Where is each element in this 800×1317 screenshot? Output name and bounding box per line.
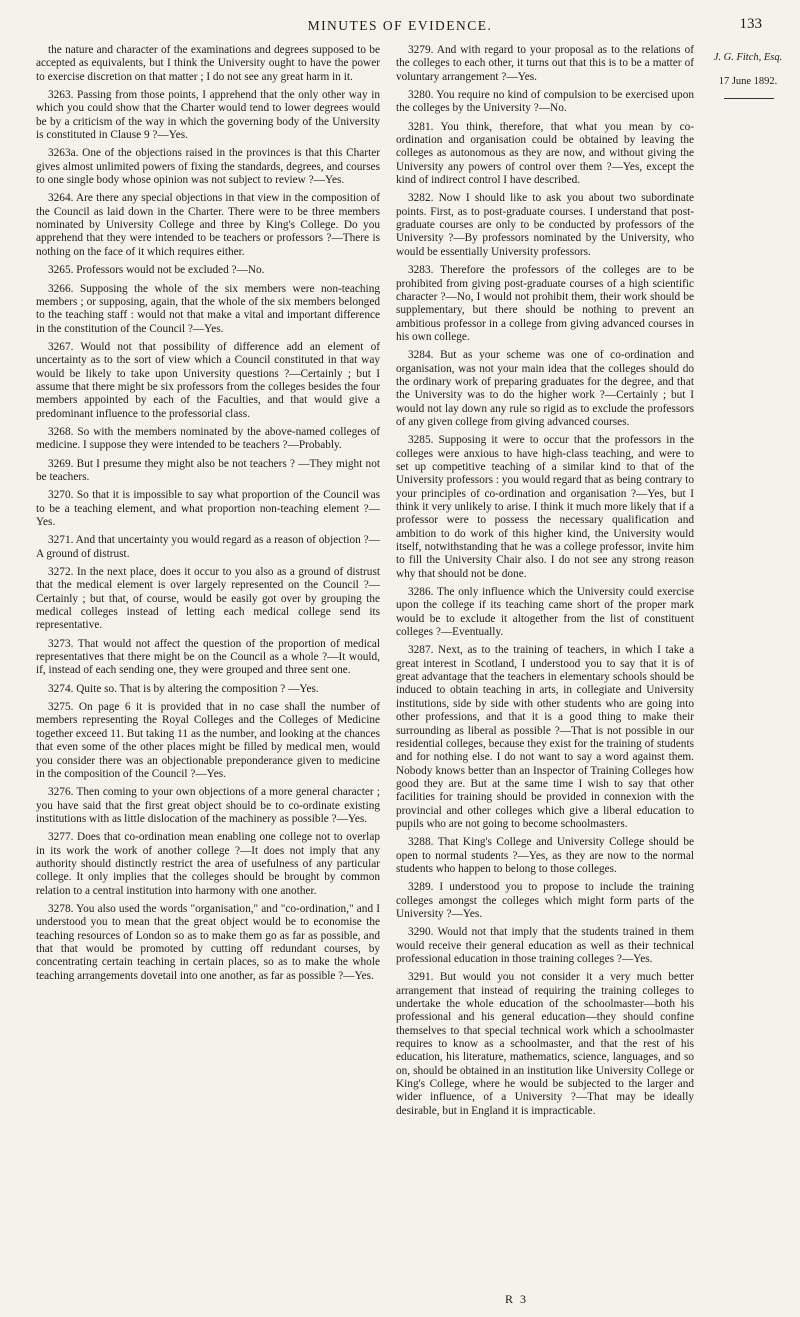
evidence-paragraph: 3287. Next, as to the training of teachers, in which I take a great interest in Scotland, I understood you to say that it is of great advantage that the teachers in elementary schools should be induced to obtain teaching in arts, in collegiate and University institutions, side by side with other students who are going into other professions, and that it is a good thing to make their surrounding as liberal as possible ?—That is not possible in our residential colleges, because they exist for the training of students and for nothing else. I do not want to say a word against them. Nobody knows better than an Inspector of Training Colleges how good they are. But at the same time I wish to say that other facilities for training should be provided in connexion with the provincial and other colleges which give a liberal education to pupils who are not going to become schoolmasters.: [396, 644, 694, 830]
signature-mark: R 3: [505, 1292, 529, 1306]
evidence-paragraph: 3263. Passing from those points, I apprehend that the only other way in which you could show that the Charter would tend to lower degrees would be by a criticism of the way in which the governing body of the University is constituted in Clause 9 ?—Yes.: [36, 89, 380, 142]
evidence-paragraph: 3291. But would you not consider it a very much better arrangement that instead of requiring the training colleges to undertake the whole education of the schoolmaster—both his professional and his general education—they should confine themselves to that special technical work which a schoolmaster requires to know as a schoolmaster, and that the rest of his education, his literature, mathematics, science, languages, and so on, should be obtained in an institution like University College or King's College, where he would be subjected to the larger and wider influence, of a University ?—That may be ideally desirable, but in England it is impracticable.: [396, 971, 694, 1117]
evidence-paragraph: 3274. Quite so. That is by altering the composition ? —Yes.: [48, 682, 319, 695]
evidence-paragraph: 3276. Then coming to your own objections of a more general character ; you have said that the first great object should be to co-ordinate existing institutions with as little dislocation of the machinery as possible ?—Yes.: [36, 786, 380, 825]
evidence-paragraph: 3279. And with regard to your proposal as to the relations of the colleges to each other, it turns out that this is to be a matter of voluntary arrangement ?—Yes.: [396, 44, 694, 83]
evidence-paragraph: 3289. I understood you to propose to include the training colleges amongst the colleges which might form parts of the University ?—Yes.: [396, 881, 694, 920]
evidence-paragraph: 3264. Are there any special objections in that view in the composition of the Council as laid down in the Charter. There were to be three members nominated by University College and three by King's College. Do you apprehend that they were intended to be teachers or professors ?—There is nothing on the face of it which requires either.: [36, 192, 380, 258]
evidence-paragraph: 3290. Would not that imply that the students trained in them would receive their general education as well as their technical professional education in those training colleges ?—Yes.: [396, 926, 694, 965]
evidence-paragraph: 3282. Now I should like to ask you about two subordinate points. First, as to post-graduate courses. I understand that post-graduate courses are only to be conducted by professors of the University ?—By professors nominated by the University, who would be essentially University professors.: [396, 192, 694, 258]
evidence-paragraph: 3272. In the next place, does it occur to you also as a ground of distrust that the medical element is over largely represented on the Council ?—Certainly ; but that, of course, would be easily got over by grouping the medical colleges instead of letting each medical college send its representative.: [36, 566, 380, 632]
evidence-paragraph: 3280. You require no kind of compulsion to be exercised upon the colleges by the University ?—No.: [396, 89, 694, 115]
evidence-paragraph: the nature and character of the examinations and degrees supposed to be accepted as equivalents, but I think the University ought to have the power to exercise discretion on that matter ; I do not see any great harm in it.: [36, 44, 380, 83]
evidence-paragraph: 3288. That King's College and University College should be open to normal students ?—Yes, as they are now to the normal students who happen to belong to those colleges.: [396, 836, 694, 875]
margin-witness-name: J. G. Fitch, Esq.: [713, 52, 783, 63]
evidence-paragraph: 3269. But I presume they might also be not teachers ? —They might not be teachers.: [36, 457, 380, 483]
right-column: [396, 44, 694, 1123]
page-number: 133: [739, 16, 762, 32]
evidence-paragraph: 3265. Professors would not be excluded ?—No.: [48, 264, 265, 277]
margin-divider: [724, 98, 774, 99]
running-header-title: MINUTES OF EVIDENCE.: [307, 18, 493, 33]
evidence-paragraph: 3285. Supposing it were to occur that the professors in the colleges were anxious to have high-class teaching, and were to set up competitive teaching of a similar kind to that of the University professors : you would regard that as being contrary to your principles of co-ordination and organisation ?—Yes, but I think it very unlikely to arise. I think it much more likely that if a professor were to possess the necessary qualification and ambition to do work of this higher kind, the University would itself, notwithstanding that he was a college professor, invite him to fill the University Chair also. I do not see any strong reason why that should not be done.: [396, 434, 694, 580]
evidence-paragraph: 3267. Would not that possibility of difference add an element of uncertainty as to the sort of view which a Council constituted in that way would be likely to take upon University questions ?—Certainly ; but I assume that there might be six professors from the colleges besides the four members appointed by each of the Faculties, and that would give a predominant influence to the professorial class.: [36, 340, 380, 420]
left-column: [36, 44, 380, 988]
margin-date: 17 June 1892.: [718, 76, 778, 87]
evidence-paragraph: 3275. On page 6 it is provided that in no case shall the number of members representing the Royal Colleges and the Colleges of Medicine together exceed 11. But taking 11 as the number, and looking at the chances that even some of the other places might be filled by medical men, would you consider there was an objectionable preponderance given to medicine in the composition of the Council ?—Yes.: [36, 701, 380, 780]
evidence-paragraph: 3268. So with the members nominated by the above-named colleges of medicine. I suppose they were intended to be teachers ?—Probably.: [36, 425, 380, 452]
evidence-paragraph: 3278. You also used the words "organisation," and "co-ordination," and I understood you to mean that the great object would be to economise the teaching resources of London so as to make them go as far as possible, and that that would be promoted by cutting off redundant courses, by concentrating certain teaching in certain places, so as to make the whole teaching arrangements dovetail into one another, as far as possible ?—Yes.: [36, 902, 380, 982]
evidence-paragraph: 3271. And that uncertainty you would regard as a reason of objection ?—A ground of distrust.: [36, 534, 380, 560]
evidence-paragraph: 3284. But as your scheme was one of co-ordination and organisation, was not your main idea that the colleges should do the ordinary work of preparing graduates for the degree, and that the University was to do the higher work ?—Certainly ; but I would not lay down any rule so rigid as to exclude the professors of any given college from giving advanced courses.: [396, 349, 694, 428]
evidence-paragraph: 3281. You think, therefore, that what you mean by co-ordination and organisation could be obtained by leaving the colleges as autonomous as they are now, and without giving the University any powers of control over them ?—Yes, except the kind of indirect control I have described.: [396, 120, 694, 187]
evidence-paragraph: 3263a. One of the objections raised in the provinces is that this Charter gives almost unlimited powers of fixing the standards, degrees, and courses to one single body whose opinion was not subject to review ?—Yes.: [36, 147, 380, 187]
evidence-paragraph: 3286. The only influence which the University could exercise upon the college if its teaching came short of the proper mark would be to exclude it altogether from the list of constituent colleges ?—Eventually.: [396, 586, 694, 639]
evidence-paragraph: 3270. So that it is impossible to say what proportion of the Council was to be a teaching element, and what proportion non-teaching element ?—Yes.: [36, 489, 380, 528]
evidence-paragraph: 3277. Does that co-ordination mean enabling one college not to overlap in its work the work of another college ?—It does not imply that any authority should distinctly restrict the area of usefulness of any particular college. It only implies that the colleges should be brought by common relation to a central institution into harmony with one another.: [36, 831, 380, 897]
evidence-paragraph: 3266. Supposing the whole of the six members were non-teaching members ; or supposing, again, that the whole of the six members belonged to the teaching staff : would not that make a vital and important difference in the constitution of the Council ?—Yes.: [36, 282, 380, 335]
evidence-paragraph: 3283. Therefore the professors of the colleges are to be prohibited from giving post-graduate courses of a high scientific character ?—No, I would not prohibit them, their work should be supplementary, but there should be nothing to prevent an ambitious professor in a college from giving advanced courses in his own college.: [396, 264, 694, 343]
evidence-paragraph: 3273. That would not affect the question of the proportion of medical representatives that there might be on the Council as a whole ?—It would, if, instead of each sending one, they were grouped and three sent one.: [36, 637, 380, 677]
